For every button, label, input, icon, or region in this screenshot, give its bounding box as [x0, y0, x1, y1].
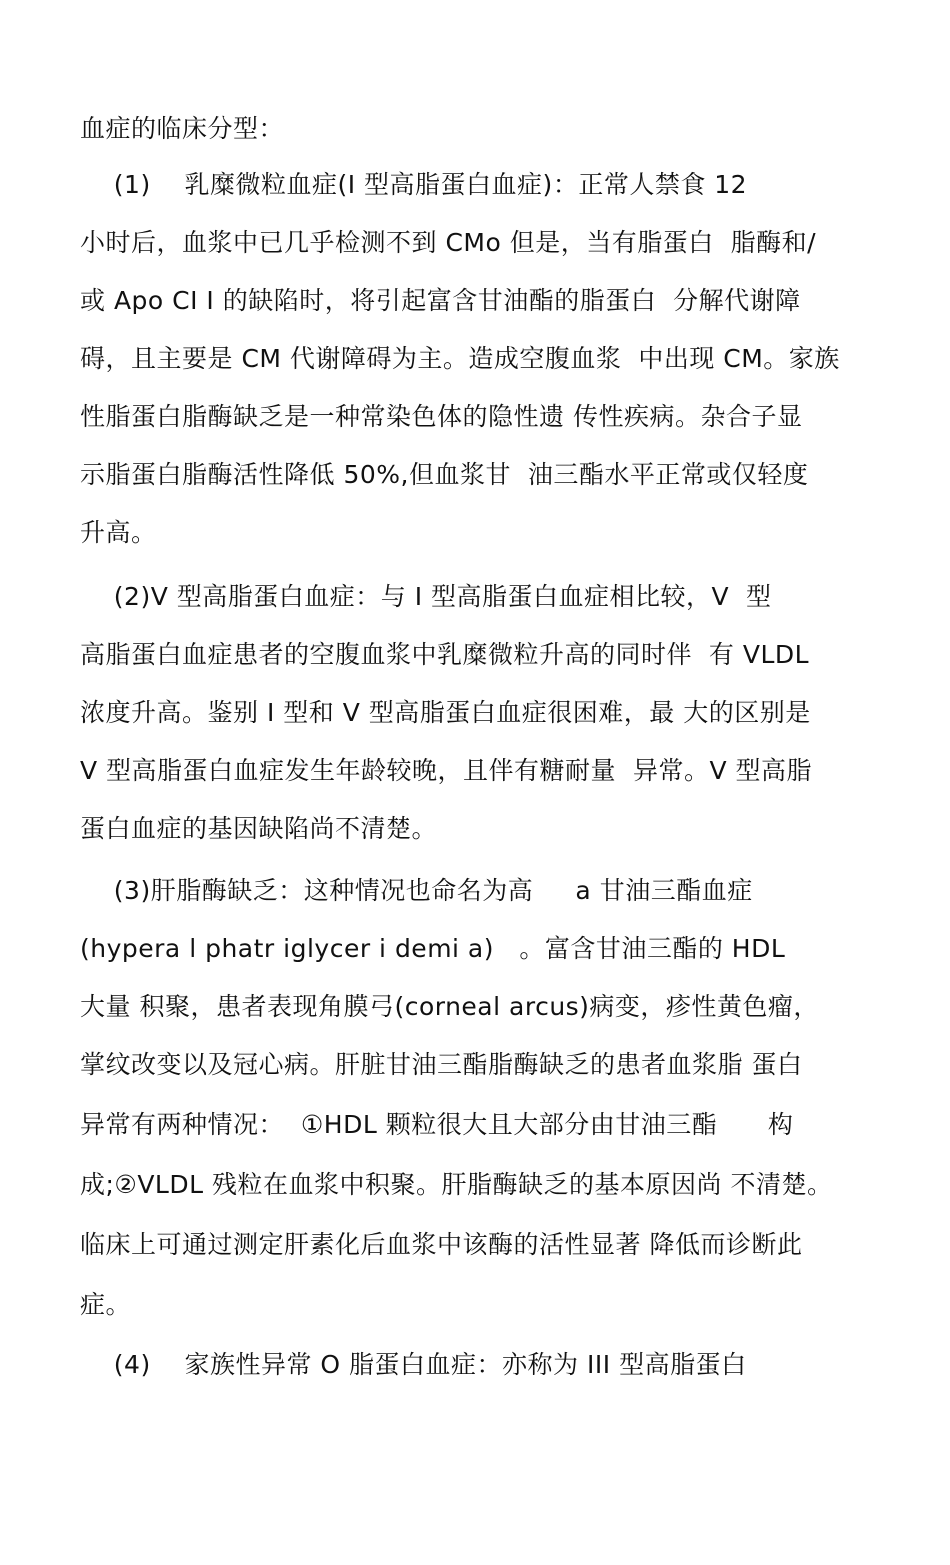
text-line: 症。	[80, 1290, 132, 1319]
text-line: 或 Apo CI I 的缺陷时，将引起富含甘油酯的脂蛋白 分解代谢障	[80, 286, 801, 315]
text-line: 性脂蛋白脂酶缺乏是一种常染色体的隐性遗 传性疾病。杂合子显	[80, 402, 803, 431]
text-line: 异常有两种情况： ①HDL 颗粒很大且大部分由甘油三酯 构	[80, 1110, 794, 1139]
text-line: (2)V 型高脂蛋白血症：与 I 型高脂蛋白血症相比较，V 型	[80, 582, 772, 611]
text-line: (3)肝脂酶缺乏：这种情况也命名为高 a 甘油三酯血症	[80, 876, 753, 905]
text-line: 小时后，血浆中已几乎检测不到 CMo 但是，当有脂蛋白 脂酶和/	[80, 228, 817, 257]
text-line: 大量 积聚，患者表现角膜弓(corneal arcus)病变，疹性黄色瘤，	[80, 992, 819, 1021]
text-line: 血症的临床分型：	[80, 114, 285, 143]
text-line: 蛋白血症的基因缺陷尚不清楚。	[80, 814, 438, 843]
text-line: (4) 家族性异常 O 脂蛋白血症：亦称为 III 型高脂蛋白	[80, 1350, 747, 1379]
text-line: 升高。	[80, 518, 157, 547]
text-line: 碍，且主要是 CM 代谢障碍为主。造成空腹血浆 中出现 CM。家族	[80, 344, 840, 373]
text-line: (hypera l phatr iglycer i demi a) 。富含甘油三酯的 HDL	[80, 934, 786, 963]
text-line: 示脂蛋白脂酶活性降低 50%,但血浆甘 油三酯水平正常或仅轻度	[80, 460, 809, 489]
text-line: 高脂蛋白血症患者的空腹血浆中乳糜微粒升高的同时伴 有 VLDL	[80, 640, 810, 669]
text-line: 浓度升高。鉴别 I 型和 V 型高脂蛋白血症很困难，最 大的区别是	[80, 698, 811, 727]
text-line: 临床上可通过测定肝素化后血浆中该酶的活性显著 降低而诊断此	[80, 1230, 803, 1259]
text-line: (1) 乳糜微粒血症(I 型高脂蛋白血症)：正常人禁食 12	[80, 170, 748, 199]
text-line: V 型高脂蛋白血症发生年龄较晚，且伴有糖耐量 异常。V 型高脂	[80, 756, 812, 785]
text-line: 成;②VLDL 残粒在血浆中积聚。肝脂酶缺乏的基本原因尚 不清楚。	[80, 1170, 833, 1199]
text-line: 掌纹改变以及冠心病。肝脏甘油三酯脂酶缺乏的患者血浆脂 蛋白	[80, 1050, 803, 1079]
